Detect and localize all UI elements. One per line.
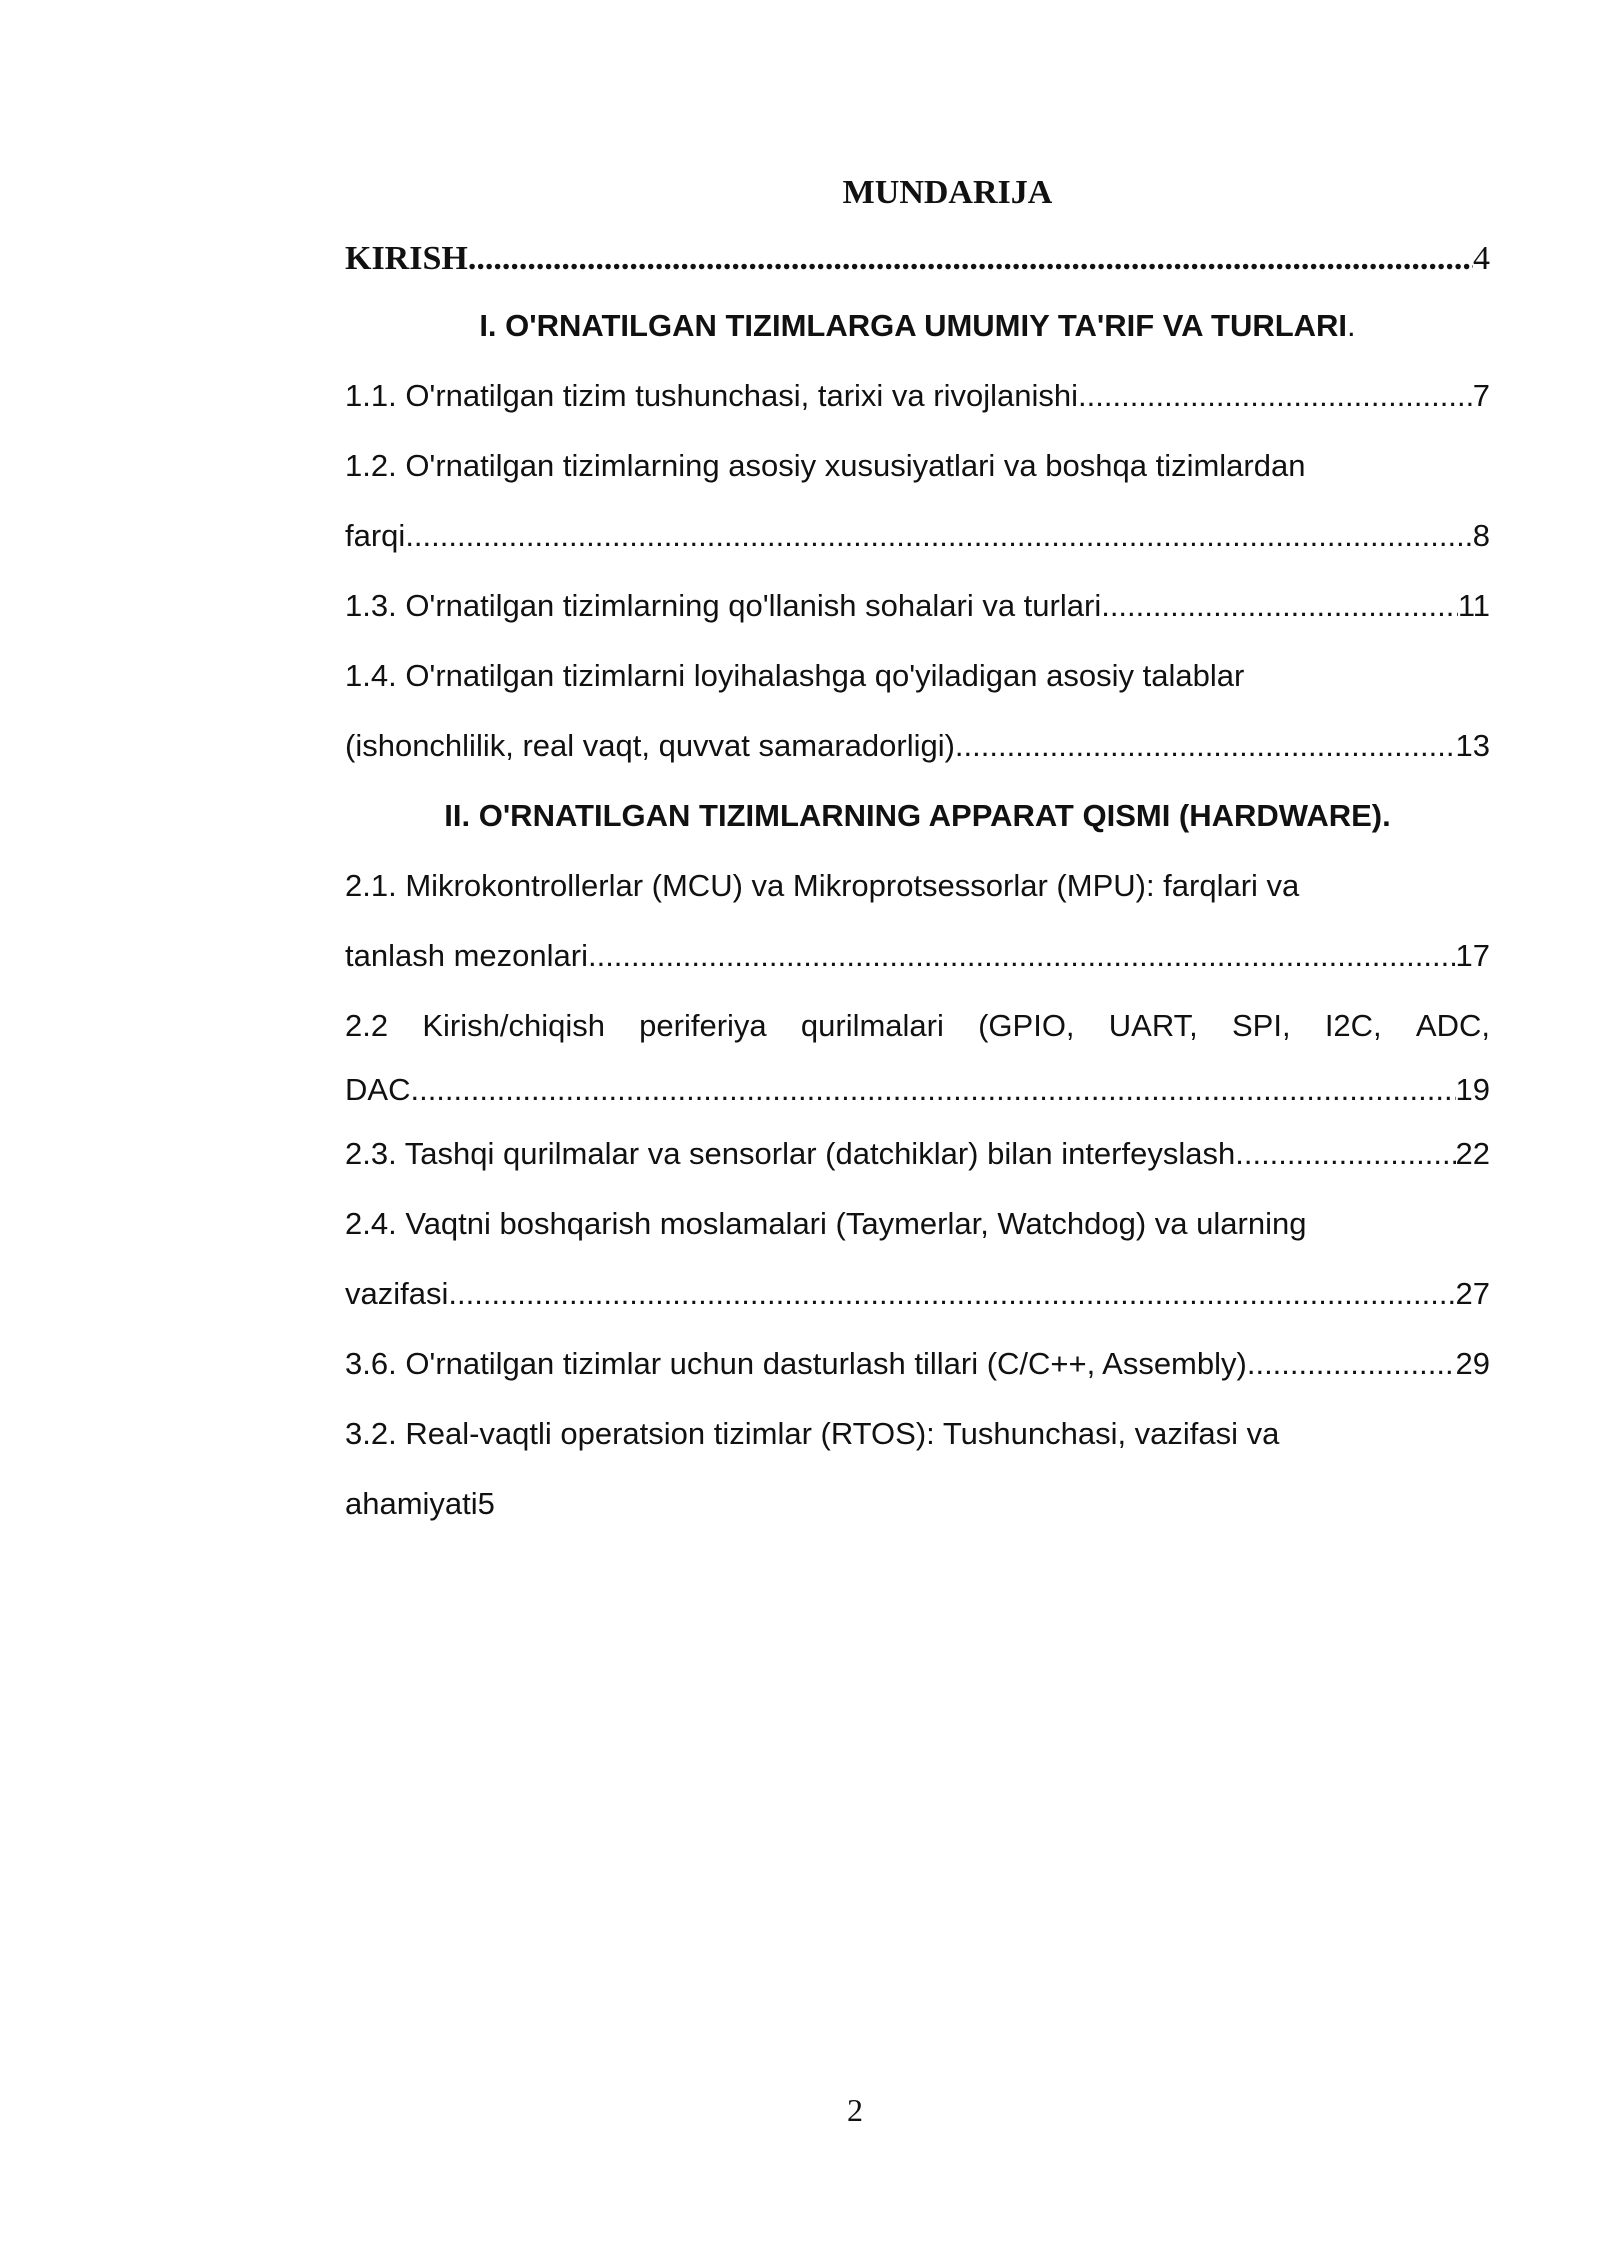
toc-entry-kirish[interactable]	[345, 227, 1490, 291]
toc-entry-word: periferiya	[639, 1008, 767, 1043]
toc-entry-1-3[interactable]	[345, 571, 1490, 641]
toc-entry-page: 7	[1472, 378, 1490, 413]
toc-entry-text: 2.3. Tashqi qurilmalar va sensorlar (datchiklar) bilan interfeyslash	[345, 1136, 1236, 1171]
toc-entry-text: (ishonchlilik, real vaqt, quvvat samaradorligi)	[345, 728, 955, 763]
dot-leader	[405, 501, 1472, 571]
toc-entry-1-1[interactable]	[345, 361, 1490, 431]
toc-entry-text: tanlash mezonlari.	[345, 938, 597, 973]
dot-leader	[468, 227, 1473, 291]
toc-entry-text: KIRISH	[345, 240, 468, 277]
toc-entry-word: I2C,	[1324, 1008, 1382, 1043]
toc-entry-text: 1.2. O'rnatilgan tizimlarning asosiy xususiyatlari va boshqa tizimlardan	[345, 448, 1306, 483]
toc-entry-1-2-line1[interactable]	[345, 431, 1490, 501]
toc-entry-2-4-line2[interactable]	[345, 1259, 1490, 1329]
toc-entry-text: DAC.	[345, 1072, 420, 1107]
toc-entry-page: 8	[1472, 518, 1490, 553]
section-title: I. O'RNATILGAN TIZIMLARGA UMUMIY TA'RIF VA TURLARI	[479, 308, 1348, 343]
dot-leader	[955, 711, 1456, 781]
dot-leader	[1247, 1329, 1456, 1399]
toc-section-2-heading[interactable]	[345, 781, 1490, 851]
dot-leader	[597, 921, 1456, 991]
toc-entry-2-4-line1[interactable]	[345, 1189, 1490, 1259]
toc-entry-page: 29	[1455, 1346, 1490, 1381]
toc-entry-word: (GPIO,	[978, 1008, 1075, 1043]
toc-entry-2-3[interactable]	[345, 1119, 1490, 1189]
toc-entry-3-6[interactable]	[345, 1329, 1490, 1399]
table-of-contents	[345, 165, 1490, 1539]
toc-entry-word: Kirish/chiqish	[422, 1008, 605, 1043]
toc-entry-text: ahamiyati5	[345, 1486, 495, 1521]
toc-entry-3-2-line2[interactable]	[345, 1469, 1490, 1539]
toc-entry-1-4-line2[interactable]	[345, 711, 1490, 781]
toc-entry-text: 2.1. Mikrokontrollerlar (MCU) va Mikroprotsessorlar (MPU): farqlari va	[345, 868, 1300, 903]
toc-entry-page: 11	[1457, 588, 1490, 623]
toc-entry-page: 17	[1455, 938, 1490, 973]
toc-entry-text: 2.4. Vaqtni boshqarish moslamalari (Taymerlar, Watchdog) va ularning	[345, 1206, 1307, 1241]
toc-entry-1-4-line1[interactable]	[345, 641, 1490, 711]
toc-entry-2-1-line2[interactable]	[345, 921, 1490, 991]
dot-leader	[1235, 1119, 1455, 1189]
toc-entry-word: ADC,	[1415, 1008, 1490, 1043]
toc-entry-word: 2.2	[345, 1008, 389, 1043]
dot-leader	[448, 1259, 1455, 1329]
toc-title: MUNDARIJA	[842, 174, 1053, 211]
toc-entry-2-1-line1[interactable]	[345, 851, 1490, 921]
page-number: 2	[847, 2092, 863, 2128]
dot-leader	[1078, 361, 1473, 431]
toc-entry-text: 1.4. O'rnatilgan tizimlarni loyihalashga qo'yiladigan asosiy talablar	[345, 658, 1245, 693]
toc-section-1-heading[interactable]	[345, 291, 1490, 361]
toc-entry-text: 3.6. O'rnatilgan tizimlar uchun dasturlash tillari (C/C++, Assembly)	[345, 1346, 1247, 1381]
toc-entry-3-2-line1[interactable]	[345, 1399, 1490, 1469]
toc-entry-2-2-line2[interactable]	[345, 1061, 1490, 1119]
toc-entry-text: vazifasi	[345, 1276, 449, 1311]
toc-entry-page: 13	[1455, 728, 1490, 763]
toc-entry-text: 1.3. O'rnatilgan tizimlarning qo'llanish sohalari va turlari	[345, 588, 1102, 623]
dot-leader	[419, 1061, 1455, 1119]
toc-entry-page: 19	[1455, 1072, 1490, 1107]
toc-entry-text: farqi	[345, 518, 406, 553]
section-title: II. O'RNATILGAN TIZIMLARNING APPARAT QISMI (HARDWARE).	[444, 798, 1391, 833]
toc-entry-2-2-line1[interactable]	[345, 991, 1490, 1061]
toc-entry-word: UART,	[1108, 1008, 1198, 1043]
toc-entry-word: qurilmalari	[800, 1008, 944, 1043]
section-title-tail: .	[1347, 308, 1356, 343]
toc-entry-text: 1.1. O'rnatilgan tizim tushunchasi, tarixi va rivojlanishi	[345, 378, 1079, 413]
toc-entry-1-2-line2[interactable]	[345, 501, 1490, 571]
toc-entry-text: 3.2. Real-vaqtli operatsion tizimlar (RTOS): Tushunchasi, vazifasi va	[345, 1416, 1280, 1451]
toc-entry-page: 27	[1455, 1276, 1490, 1311]
toc-entry-page: 22	[1455, 1136, 1490, 1171]
toc-entry-word: SPI,	[1232, 1008, 1291, 1043]
toc-entry-page: 4	[1473, 240, 1490, 277]
dot-leader	[1101, 571, 1458, 641]
